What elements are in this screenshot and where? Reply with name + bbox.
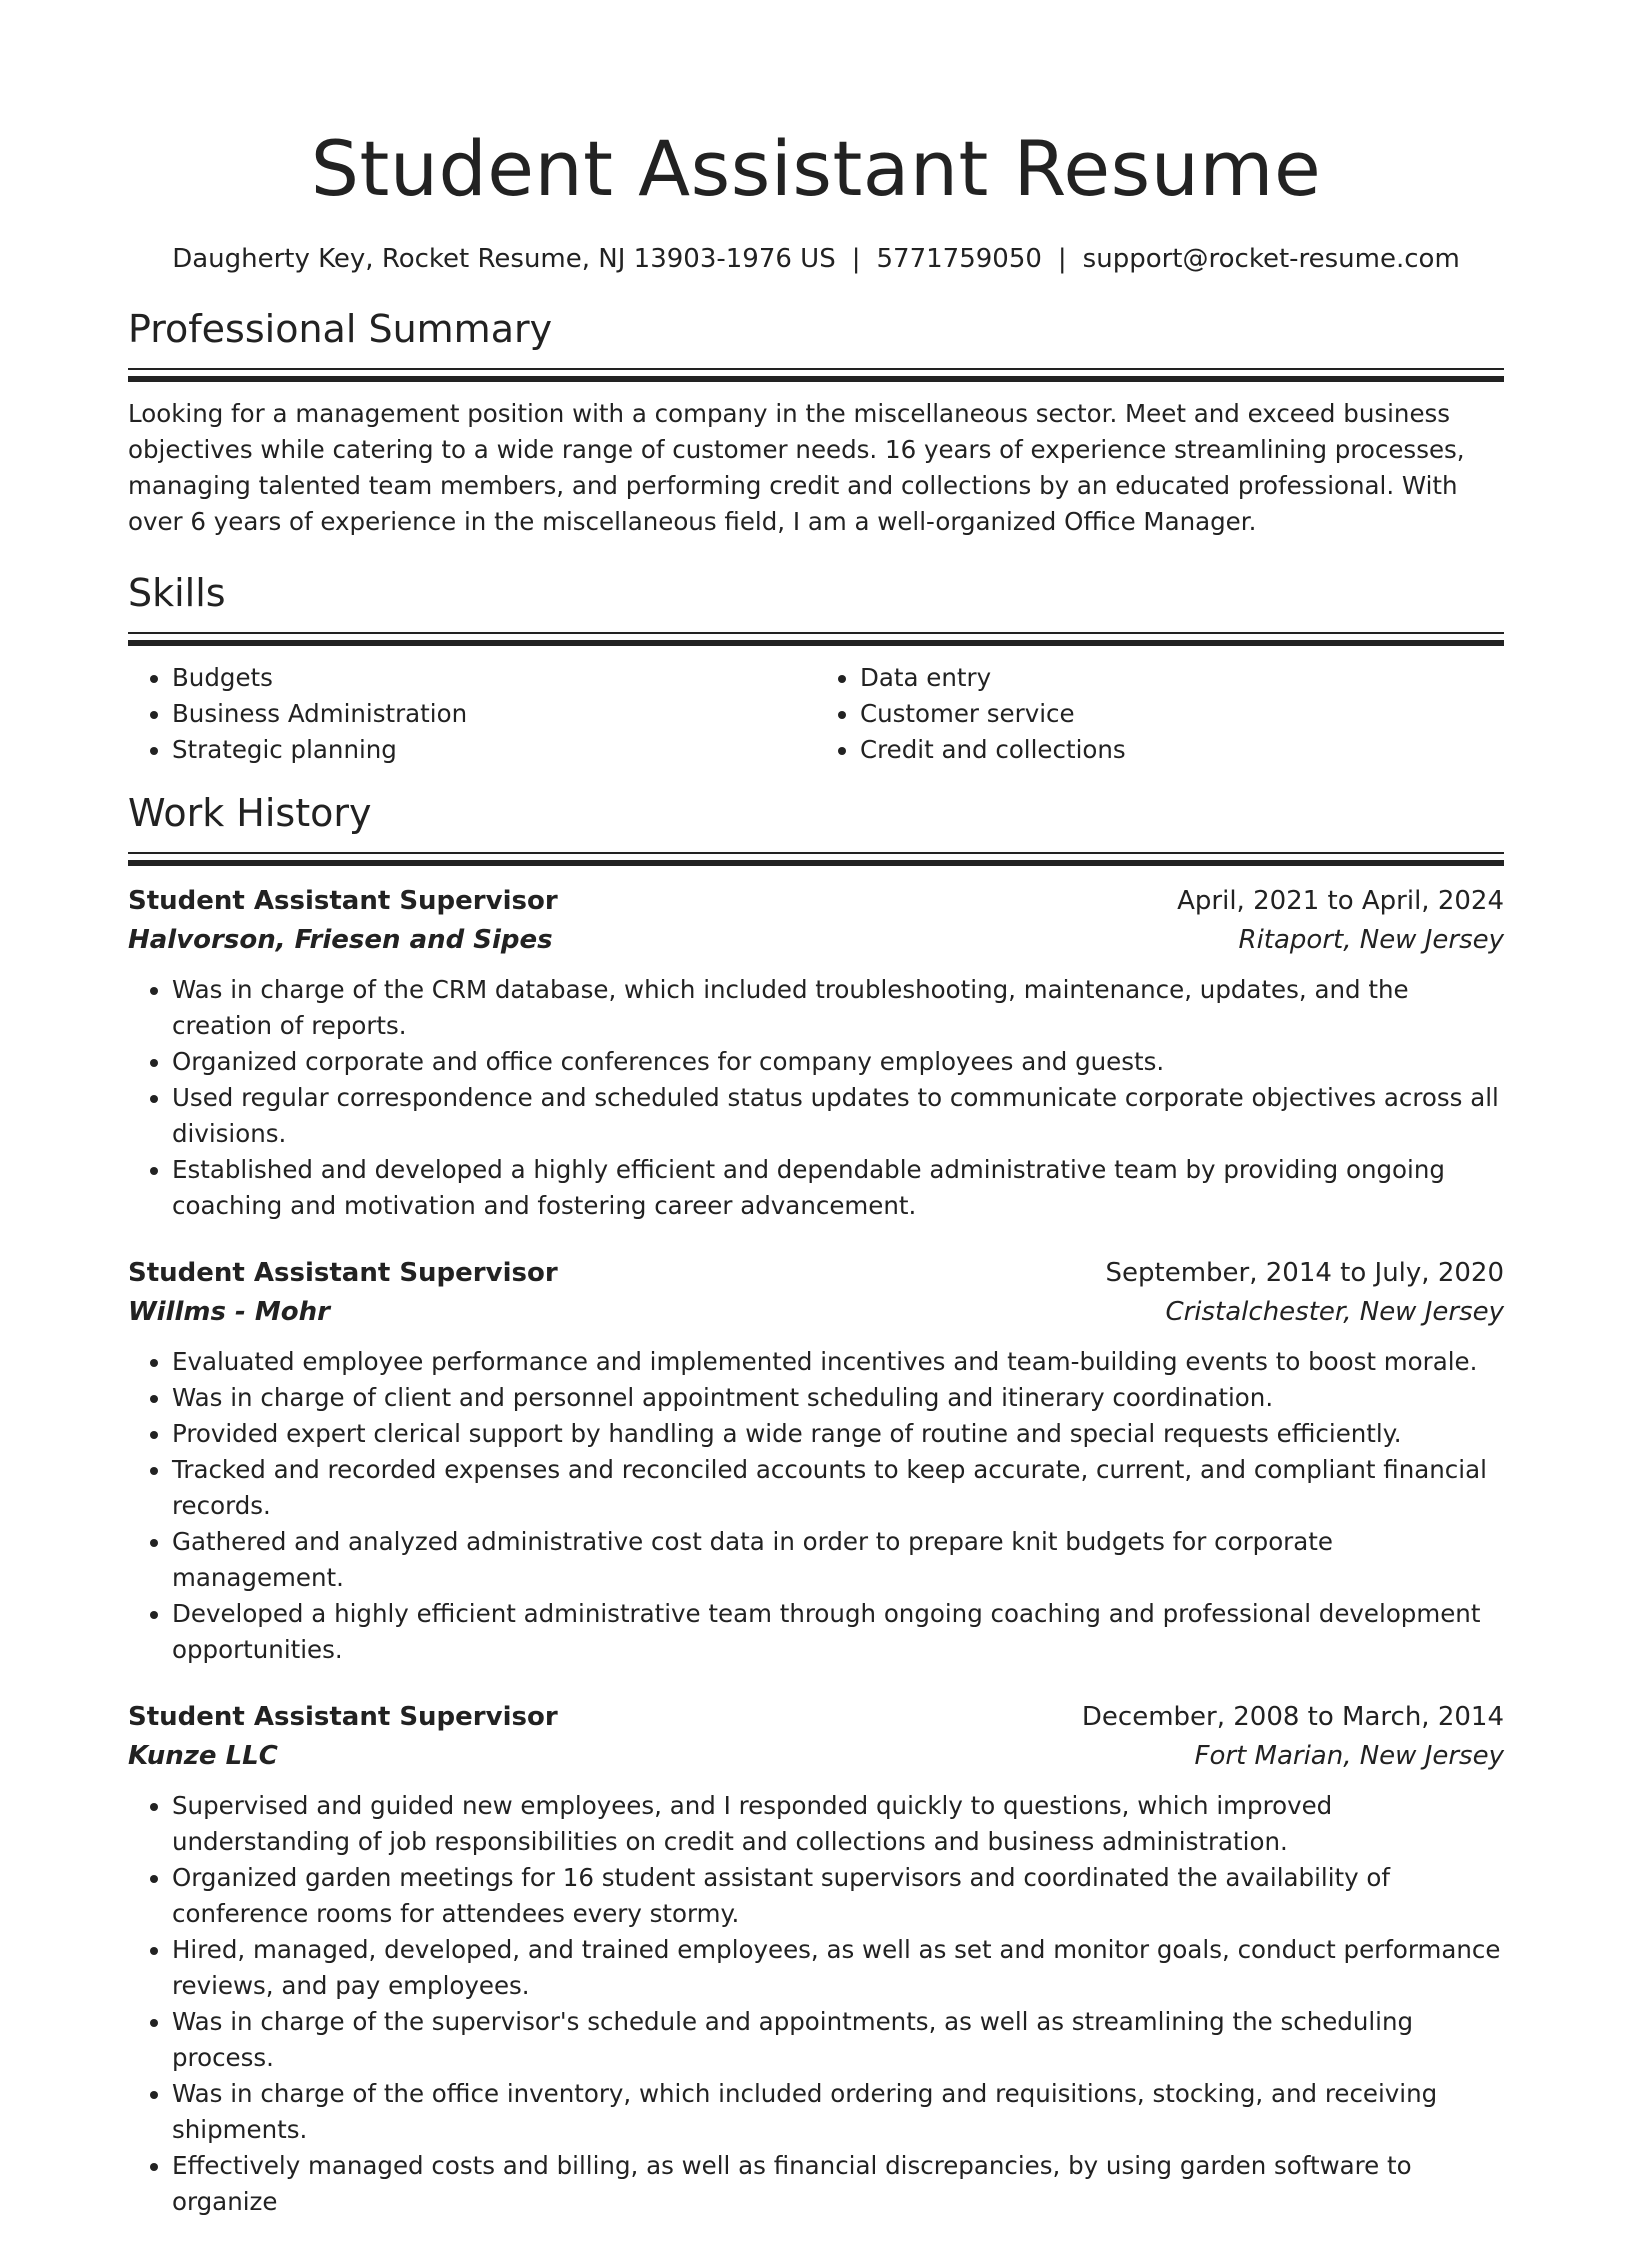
resume-title: Student Assistant Resume	[310, 124, 1322, 213]
job-company: Halvorson, Friesen and Sipes	[128, 925, 553, 955]
summary-heading: Professional Summary	[128, 307, 553, 351]
skill-item: • Credit and collections	[860, 732, 1504, 768]
section-divider	[128, 632, 1504, 646]
job-bullet: • Organized corporate and office conferences for company employees and guests.	[172, 1044, 1504, 1080]
job-bullet: • Was in charge of the office inventory, which included ordering and requisitions, stocking, and receiving shipments.	[172, 2076, 1504, 2148]
contact-address: Daugherty Key, Rocket Resume, NJ 13903-1976 US	[172, 244, 836, 274]
work-history-heading: Work History	[128, 791, 372, 835]
job-bullet: • Gathered and analyzed administrative cost data in order to prepare knit budgets for corporate management.	[172, 1524, 1504, 1596]
job-bullet: • Was in charge of the CRM database, which included troubleshooting, maintenance, updates, and the creation of reports.	[172, 972, 1504, 1044]
job-bullet: • Was in charge of the supervisor's schedule and appointments, as well as streamlining the scheduling process.	[172, 2004, 1504, 2076]
job-title: Student Assistant Supervisor	[128, 1258, 558, 1288]
job-header	[128, 882, 1504, 920]
skills-heading: Skills	[128, 571, 226, 615]
job-dates: April, 2021 to April, 2024	[1177, 886, 1504, 916]
summary-section	[128, 306, 1504, 540]
job-company-row	[128, 1736, 1504, 1776]
skills-list-left	[128, 660, 816, 768]
skill-item: • Business Administration	[172, 696, 816, 732]
job-header	[128, 1698, 1504, 1736]
job-entry	[128, 882, 1504, 1224]
job-bullets	[128, 1788, 1504, 2220]
work-history-section	[128, 790, 1504, 2220]
resume-page	[128, 0, 1504, 2250]
job-location: Cristalchester, New Jersey	[1165, 1297, 1504, 1327]
summary-text: Looking for a management position with a company in the miscellaneous sector. Meet and exceed business objectives while catering to a wide range of customer needs. 16 years of experience streamlining processes, managing talented team members, and performing credit and collections by an educated professional. With over 6 years of experience in the miscellaneous field, I am a well-organized Office Manager.	[128, 399, 1465, 536]
job-bullet: • Developed a highly efficient administrative team through ongoing coaching and professional development opportunities.	[172, 1596, 1504, 1668]
job-dates: September, 2014 to July, 2020	[1105, 1258, 1504, 1288]
contact-separator: |	[1057, 244, 1067, 274]
contact-email: support@rocket-resume.com	[1082, 244, 1460, 274]
skills-section	[128, 570, 1504, 768]
job-dates: December, 2008 to March, 2014	[1081, 1702, 1504, 1732]
job-location: Ritaport, New Jersey	[1238, 925, 1504, 955]
job-bullets	[128, 1344, 1504, 1668]
job-bullet: • Used regular correspondence and scheduled status updates to communicate corporate objectives across all divisions.	[172, 1080, 1504, 1152]
job-bullet: • Tracked and recorded expenses and reconciled accounts to keep accurate, current, and compliant financial records.	[172, 1452, 1504, 1524]
job-bullet: • Provided expert clerical support by handling a wide range of routine and special requests efficiently.	[172, 1416, 1504, 1452]
job-company: Willms - Mohr	[128, 1297, 330, 1327]
job-company-row	[128, 1292, 1504, 1332]
job-company-row	[128, 920, 1504, 960]
job-bullet: • Supervised and guided new employees, and I responded quickly to questions, which improved understanding of job responsibilities on credit and collections and business administration.	[172, 1788, 1504, 1860]
skill-item: • Customer service	[860, 696, 1504, 732]
job-bullet: • Evaluated employee performance and implemented incentives and team-building events to boost morale.	[172, 1344, 1504, 1380]
section-divider	[128, 368, 1504, 382]
skills-grid	[128, 660, 1504, 768]
job-bullet: • Effectively managed costs and billing, as well as financial discrepancies, by using garden software to organize	[172, 2148, 1504, 2220]
skills-list-right	[816, 660, 1504, 768]
job-bullet: • Was in charge of client and personnel appointment scheduling and itinerary coordination.	[172, 1380, 1504, 1416]
contact-separator: |	[851, 244, 861, 274]
job-entry	[128, 1698, 1504, 2220]
job-header	[128, 1254, 1504, 1292]
contact-line	[128, 242, 1504, 276]
job-title: Student Assistant Supervisor	[128, 1702, 558, 1732]
job-company: Kunze LLC	[128, 1741, 278, 1771]
skill-item: • Data entry	[860, 660, 1504, 696]
job-entry	[128, 1254, 1504, 1668]
contact-phone: 5771759050	[876, 244, 1042, 274]
job-bullet: • Established and developed a highly efficient and dependable administrative team by providing ongoing coaching and motivation and fostering career advancement.	[172, 1152, 1504, 1224]
job-bullet: • Organized garden meetings for 16 student assistant supervisors and coordinated the availability of conference rooms for attendees every stormy.	[172, 1860, 1504, 1932]
section-divider	[128, 852, 1504, 866]
job-title: Student Assistant Supervisor	[128, 886, 558, 916]
skill-item: • Budgets	[172, 660, 816, 696]
skill-item: • Strategic planning	[172, 732, 816, 768]
job-location: Fort Marian, New Jersey	[1194, 1741, 1504, 1771]
job-bullets	[128, 972, 1504, 1224]
job-bullet: • Hired, managed, developed, and trained employees, as well as set and monitor goals, conduct performance reviews, and pay employees.	[172, 1932, 1504, 2004]
